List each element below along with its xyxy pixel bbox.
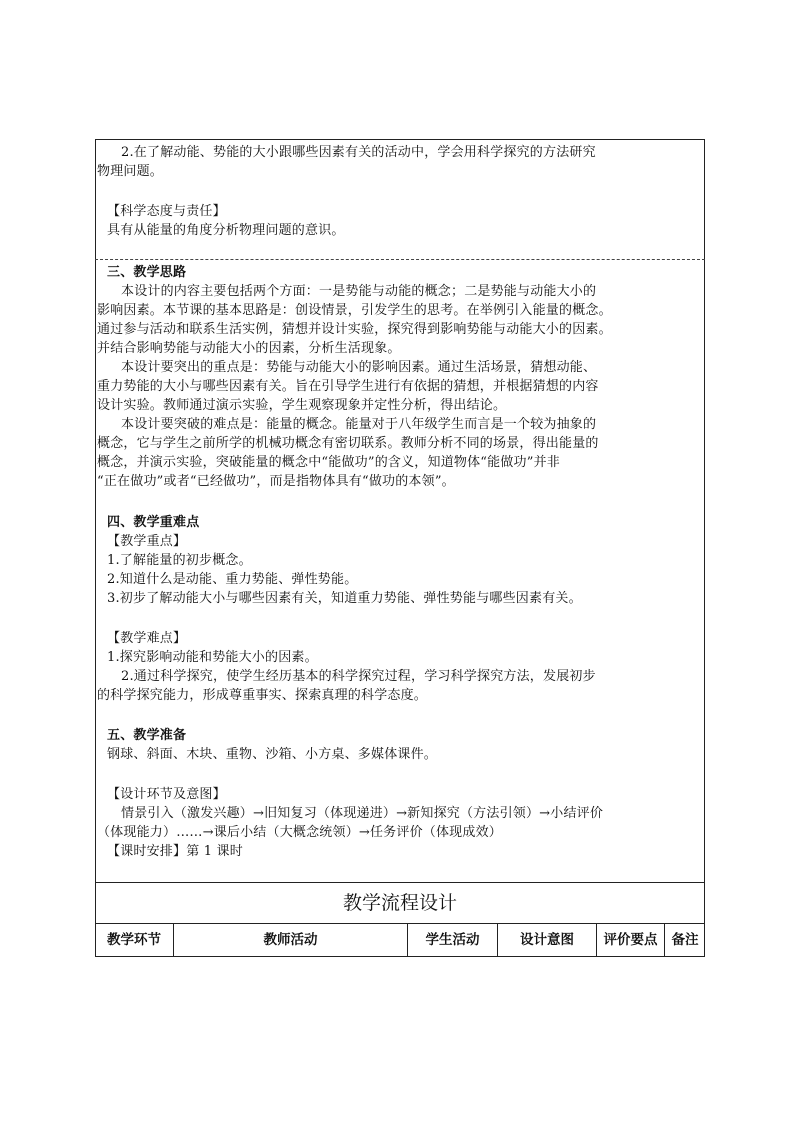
- section-divider: [95, 259, 705, 260]
- approach-line: 本设计要突破的难点是：能量的概念。能量对于八年级学生而言是一个较为抽象的: [121, 417, 597, 432]
- approach-line: 概念，并演示实验，突破能量的概念中“能做功”的含义，知道物体“能做功”并非: [97, 455, 560, 470]
- section-heading: 五、教学准备: [107, 728, 187, 743]
- approach-line: 设计实验。教师通过演示实验，学生观察现象并定性分析，得出结论。: [97, 398, 507, 413]
- design-line: （体现能力）……→课后小结（大概念统领）→任务评价（体现成效）: [97, 825, 502, 840]
- approach-line: 本设计的内容主要包括两个方面：一是势能与动能的概念；二是势能与动能大小的: [121, 284, 597, 299]
- schedule-text: 【课时安排】第 1 课时: [107, 844, 243, 859]
- column-header: 设计意图: [498, 924, 597, 957]
- flow-table-title: 教学流程设计: [342, 892, 457, 914]
- focus-heading: 【教学重点】: [107, 534, 187, 549]
- focus-item: 1.了解能量的初步概念。: [107, 553, 252, 568]
- column-header: 教师活动: [174, 924, 408, 957]
- approach-line: 概念，它与学生之前所学的机械功概念有密切联系。教师分析不同的场景，得出能量的: [97, 436, 599, 451]
- focus-item: 2.知道什么是动能、重力势能、弹性势能。: [107, 572, 358, 587]
- table-divider: [95, 882, 705, 883]
- difficulty-heading: 【教学难点】: [107, 631, 187, 646]
- focus-item: 3.初步了解动能大小与哪些因素有关，知道重力势能、弹性势能与哪些因素有关。: [107, 591, 582, 606]
- approach-line: 通过参与活动和联系生活实例，猜想并设计实验，探究得到影响势能与动能大小的因素。: [97, 322, 612, 337]
- approach-line: 并结合影响势能与动能大小的因素，分析生活现象。: [97, 341, 401, 356]
- section-heading: 三、教学思路: [107, 265, 187, 280]
- preparation-text: 钢球、斜面、木块、重物、沙箱、小方桌、多媒体课件。: [107, 747, 438, 762]
- column-header: 评价要点: [597, 924, 665, 957]
- approach-line: 本设计要突出的重点是：势能与动能大小的影响因素。通过生活场景，猜想动能、: [121, 360, 597, 375]
- difficulty-item: 1.探究影响动能和势能大小的因素。: [107, 650, 318, 665]
- difficulty-item: 2.通过科学探究，使学生经历基本的科学探究过程，学习科学探究方法，发展初步: [121, 669, 596, 684]
- attitude-text: 具有从能量的角度分析物理问题的意识。: [107, 223, 345, 238]
- approach-line: “正在做功”或者“已经做功”，而是指物体具有“做功的本领”。: [97, 474, 455, 489]
- column-header: 教学环节: [95, 924, 174, 957]
- design-line: 情景引入（激发兴趣）→旧知复习（体现递进）→新知探究（方法引领）→小结评价: [121, 806, 604, 821]
- objective-line: 2.在了解动能、势能的大小跟哪些因素有关的活动中，学会用科学探究的方法研究: [121, 145, 596, 160]
- difficulty-item: 的科学探究能力，形成尊重事实、探索真理的科学态度。: [97, 688, 428, 703]
- design-heading: 【设计环节及意图】: [107, 787, 226, 802]
- column-header: 学生活动: [408, 924, 498, 957]
- objective-line: 物理问题。: [97, 164, 164, 179]
- section-heading: 四、教学重难点: [107, 515, 200, 530]
- column-header: 备注: [671, 932, 699, 948]
- approach-line: 重力势能的大小与哪些因素有关。旨在引导学生进行有依据的猜想，并根据猜想的内容: [97, 379, 599, 394]
- attitude-heading: 【科学态度与责任】: [107, 204, 226, 219]
- approach-line: 影响因素。本节课的基本思路是：创设情景，引发学生的思考。在举例引入能量的概念。: [97, 303, 612, 318]
